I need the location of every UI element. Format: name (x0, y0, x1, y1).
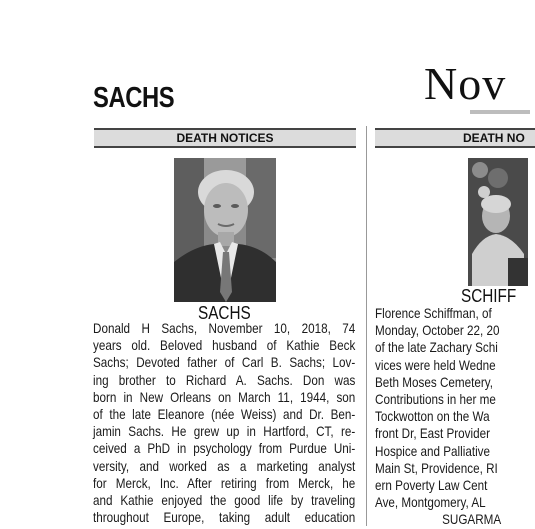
text-line: Donald H Sachs, November 10, 2018, 74 (93, 321, 356, 336)
text-line: of the late Eleanore (née Weiss) and Dr. Ben- (93, 407, 356, 423)
section-title: SACHS (93, 82, 175, 114)
text-line: ceived a PhD in psychology from Purdue Uni- (93, 441, 356, 457)
header-label: DEATH NO (463, 131, 525, 145)
text-line: Hospice and Palliative (375, 443, 491, 459)
text-line: Florence Schiffman, of (375, 306, 492, 321)
section-masthead: Nov (424, 58, 507, 109)
text-line: vices were held Wedne (375, 357, 496, 373)
text-line: of the late Zachary Schi (375, 340, 498, 356)
death-notices-header: DEATH NOTICES (94, 128, 356, 148)
text-line: Ave, Montgomery, AL (375, 495, 486, 511)
text-line: throughout Europe, taking adult education (93, 510, 356, 526)
obituary-text-right (375, 305, 522, 529)
text-line: and Kathie enjoyed the good life by traveling (93, 493, 356, 509)
text-line: Beth Moses Cemetery, (375, 374, 494, 390)
text-line: front Dr, East Provider (375, 426, 491, 442)
text-line: for Merck, Inc. After retiring from Merck, he (93, 475, 356, 491)
text-line: SUGARMA (442, 512, 502, 528)
text-line: years old. Beloved husband of Kathie Beck (93, 338, 356, 354)
text-line: Sachs; Devoted father of Carl B. Sachs; Lov- (93, 355, 356, 371)
text-line: jamin Sachs. He grew up in Hartford, CT, re- (93, 424, 356, 440)
deceased-name-right: SCHIFF (461, 286, 517, 306)
text-line: born in New Orleans on March 11, 1944, son (93, 389, 356, 405)
text-line: Monday, October 22, 20 (375, 323, 500, 339)
text-line: Contributions in her me (375, 392, 496, 408)
text-line: ing brother to Richard A. Sachs. Don was (93, 372, 356, 388)
text-line: versity, and worked as a marketing analyst (93, 458, 356, 474)
masthead-rule (470, 110, 530, 114)
portrait-photo (174, 158, 276, 302)
death-notices-header-right (375, 128, 535, 148)
text-line: Tockwotton on the Wa (375, 409, 490, 425)
text-line: Main St, Providence, RI (375, 460, 498, 476)
deceased-name: SACHS (198, 303, 251, 323)
portrait-photo-right (468, 158, 528, 286)
obituary-text (93, 320, 355, 526)
text-line: ern Poverty Law Cent (375, 478, 488, 494)
column-divider (366, 126, 367, 526)
